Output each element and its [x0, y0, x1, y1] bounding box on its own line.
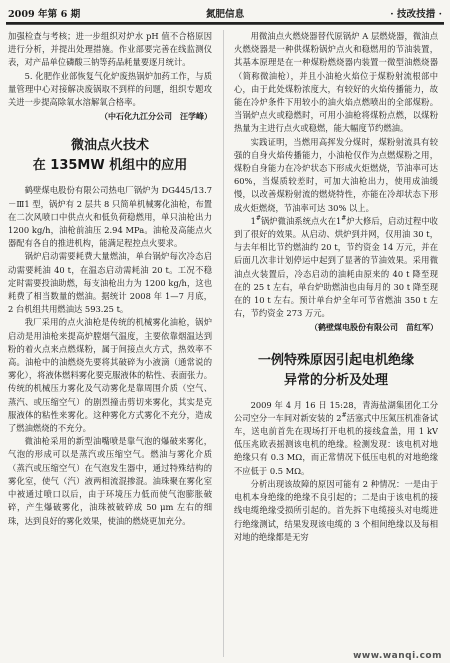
superscript: # — [341, 412, 347, 420]
paragraph-text: 2009 年 4 月 16 日 15:28，青海盐湖集团化工分公司空分一车间对新安装的 2 — [234, 399, 438, 423]
prev-paragraph: 5. 化肥作业部恢复气化炉废热锅炉加药工作，与质量管理中心对接解决废锅取不到样的问题，组织专题攻关进一步提高除氧水溶解氧合格率。 — [8, 70, 212, 108]
column-divider — [223, 30, 224, 657]
article2-title — [234, 351, 438, 391]
boiler-number: 1 — [335, 215, 342, 226]
article2-title-line2: 异常的分析及处理 — [283, 372, 388, 388]
article-title-line1: 微油点火技术 — [70, 138, 149, 154]
article-title-line2: 在 135MW 机组中的应用 — [32, 158, 188, 174]
paragraph-text: 活塞式中压氮压机准备试车，送电前首先在现场打开电机的接线盒盖，用 1 kV 低压兆欧表摇测该电机的绝缘。检测发现：该电机对地绝缘只有 0.3 MΩ，而正常情况下低压电机的对地绝缘不应低于 0.5 MΩ。 — [234, 412, 438, 476]
article-title — [8, 136, 212, 176]
article-paragraph: 我厂采用的点火油枪是传统的机械雾化油枪，锅炉启动是用油枪来提高炉膛烟气温度，主要依靠烟温达到粉的着火点来点燃煤粉，属于间接点火方式，热效率不高。油枪中的油燃烧先要将其破碎为小液滴（通常说的雾化），将液体燃料雾化要克服液体的粘性、表面张力。传统的机械压力雾化及气动雾化是靠周围介质（空气、蒸汽、或压缩空气）的剧烈撞击剪切来雾化，其实是克服液体的粘性来雾化。这种雾化方式雾化不充分，造成了燃油燃烧的不充分。 — [8, 317, 212, 434]
page-header — [6, 2, 444, 24]
article-paragraph: 锅炉启动需要耗费大量燃油，单台锅炉每次冷态启动需要耗油 40 t，在温态启动需耗油 20 t。工况不稳定时需要投油助燃，每支油枪出力为 1200 kg/h，这也耗费了相当数量的燃油。据统计 2008 年 1—7 月底，2 台机组共用燃油达 593.25 t。 — [8, 251, 212, 315]
journal-name: 氮肥信息 — [205, 9, 245, 20]
header-rule — [6, 24, 444, 25]
boiler-number: 1 — [250, 215, 256, 226]
paragraph-text: 炉大修后，启动过程中收到了很好的效果。从启动、烘炉到并网，仅用油 30 t，与去年相比节约燃油约 20 t，节约资金 14 万元，并在后面几次非计划停运中起到了显著的节油效果。采用微油点火装置后，冷态启动的油耗由原来的 40 t 降至现在的 25 t 左右，单台炉助燃油也由每月的 30 t 降至现在的 10 t 左右。预计单台炉全年可节省燃油 350 t 左右，节约资金 273 万元。 — [234, 215, 438, 319]
article-paragraph: 微油枪采用的新型油嘴喷是靠气泡的爆破来雾化，气泡的形成可以是蒸汽或压缩空气。燃油与雾化介质（蒸汽或压缩空气）在气泡发生器中，通过特殊结构的雾化室，使气（汽）液两相流混掺混。油珠聚在雾化室中被通过喷口以后，由于环境压力低而使气泡膨胀破碎，产生爆破雾化，油珠被破碎成 50 μm 左右的细珠，达到良好的雾化效果，使油的燃烧更加充分。 — [8, 436, 212, 526]
paragraph-text: 锅炉微油系统点火在 — [260, 215, 336, 226]
right-column — [234, 30, 438, 663]
article-paragraph: 用微油点火燃烧器替代原锅炉 A 层燃烧器，微油点火燃烧器是一种供煤粉锅炉点火和稳燃用的节油装置，其基本原理是在一种煤粉燃烧器内装置一微型油燃烧器（简称微油枪），并且小油枪火焰位于煤粉射流根部中心，由于此处煤粉浓度大，有较好的火焰传播能力，故能在冷炉条件下用较小的油火焰点燃喷出的全部煤粉。当锅炉点火或稳燃时，可用小油枪将煤粉点燃，以煤粉热量为主进行点火或稳燃，能大幅度节约燃油。 — [234, 31, 438, 134]
watermark: www.wanqi.com — [353, 651, 442, 661]
article2-paragraph: 分析出现该故障的原因可能有 2 种情况：一是由于电机本身绝缘的绝缘不良引起的；二是由于该电机的接线电缆绝缘受损所引起的。首先拆下电缆接头对电缆进行绝缘测试，结果发现该电缆的 3 个相间绝缘以及每相对地的绝缘都是无穷 — [234, 478, 438, 542]
article-paragraph: 1#锅炉微油系统点火在1#炉大修后，启动过程中收到了很好的效果。从启动、烘炉到并网，仅用油 30 t，与去年相比节约燃油约 20 t，节约资金 14 万元，并在后面几次非计划停运中起到了显著的节油效果。采用微油点火装置后，冷态启动的油耗由原来的 40 t 降至现在的 25 t 左右，单台炉助燃油也由每月的 30 t 降至现在的 10 t 左右。预计单台炉全年可节省燃油 350 t 左右，节约资金 273 万元。 — [234, 215, 438, 319]
left-column — [8, 30, 212, 663]
article-paragraph: 鹤壁煤电股份有限公司热电厂锅炉为 DG445/13.7－Ⅲ1 型，锅炉有 2 层共 8 只简单机械雾化油枪，布置在二次风喷口中供点火和低负荷稳燃用，单只油枪出力 1200 kg/h，油枪前油压 2.94 MPa。油枪及高能点火器配有各自的推进机构，能满足程控点火要求。 — [8, 185, 212, 249]
article2-title-line1: 一例特殊原因引起电机绝缘 — [257, 352, 414, 368]
article-signature: （鹤壁煤电股份有限公司 苗红军） — [310, 322, 438, 333]
prev-signature: （中石化九江分公司 汪学峰） — [100, 111, 212, 122]
issue-label: 2009 年第 6 期 — [8, 9, 81, 20]
section-label: · 技改技措 · — [390, 9, 442, 20]
prev-paragraph: 加强检查与考核；进一步组织对炉水 pH 值不合格原因进行分析，并提出处理措施。作业部要完善在线监测仪表，对产品单位磷酸三钠等药品耗量要逐月统计。 — [8, 31, 212, 68]
article-paragraph: 实践证明，当燃用高挥发分煤时，煤粉射流具有较强的自身火焰传播能力，小油枪仅作为点燃煤粉之用，煤粉自身能力在冷炉状态下形成火炬燃烧，节油率可达 60%，当煤质较差时，可加大油枪出力，使用成油缓慢，以改善煤粉射流的燃烧特性，亦能在冷却状态下形成火炬燃烧，节油率可达 30% 以上。 — [234, 136, 438, 213]
article2-paragraph — [234, 399, 438, 478]
